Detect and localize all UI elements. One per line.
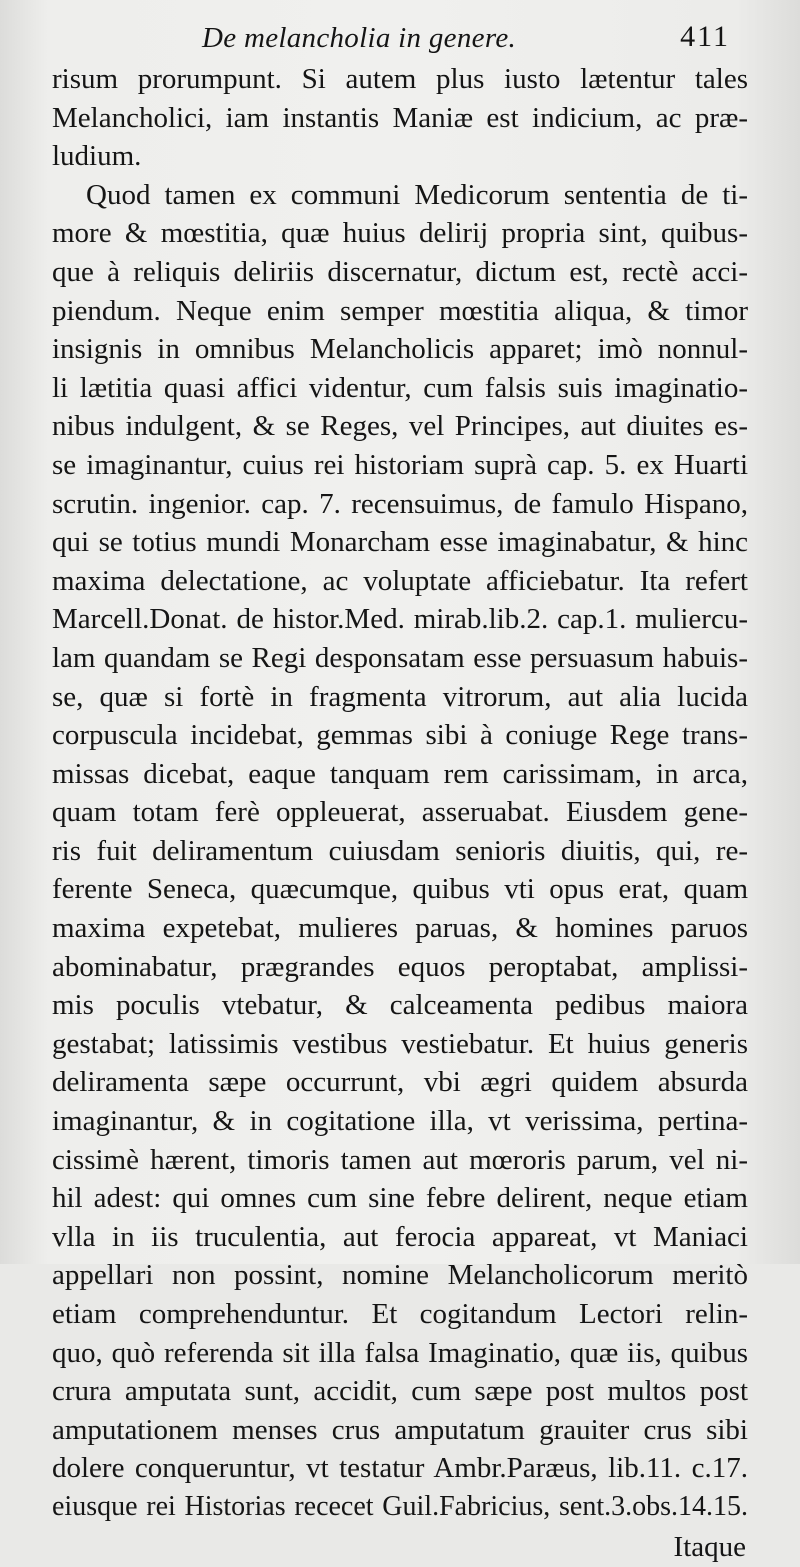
text-line: hil adest: qui omnes cum sine febre delirent, neque etiam (52, 1182, 748, 1215)
text-line: more & mœstitia, quæ huius delirij propria sint, quibus- (52, 217, 748, 250)
text-line: se imaginantur, cuius rei historiam suprà cap. 5. ex Huarti (52, 448, 748, 481)
text-line: insignis in omnibus Melancholicis apparet; imò nonnul- (52, 333, 748, 366)
text-line: cissimè hærent, timoris tamen aut mœroris parum, vel ni- (52, 1143, 748, 1176)
running-title: De melancholia in genere. (202, 22, 517, 54)
text-line: dolere conqueruntur, vt testatur Ambr.Paræus, lib.11. c.17. (52, 1452, 748, 1485)
text-line: ris fuit deliramentum cuiusdam senioris diuitis, qui, re- (52, 834, 748, 867)
text-line: ludium. (52, 140, 142, 173)
catchword: Itaque (673, 1530, 746, 1563)
text-line: Quod tamen ex communi Medicorum sententia de ti- (86, 178, 748, 211)
running-head (52, 14, 748, 60)
text-line: nibus indulgent, & se Reges, vel Principes, aut diuites es- (52, 410, 748, 443)
text-line: mis poculis vtebatur, & calceamenta pedibus maiora (52, 989, 748, 1022)
text-line: ferente Seneca, quæcumque, quibus vti opus erat, quam (52, 873, 748, 906)
text-line: lam quandam se Regi desponsatam esse persuasum habuis- (52, 641, 748, 674)
text-line: quo, quò referenda sit illa falsa Imaginatio, quæ iis, quibus (52, 1336, 748, 1369)
body-text (52, 60, 748, 1527)
text-line: se, quæ si fortè in fragmenta vitrorum, aut alia lucida (52, 680, 748, 713)
page-number: 411 (680, 20, 730, 53)
text-line: Marcell.Donat. de histor.Med. mirab.lib.2. cap.1. muliercu- (52, 603, 748, 636)
text-line: vlla in iis truculentia, aut ferocia appareat, vt Maniaci (52, 1220, 748, 1253)
text-line: que à reliquis deliriis discernatur, dictum est, rectè acci- (52, 255, 748, 288)
text-line: abominabatur, prægrandes equos peroptabat, amplissi- (52, 950, 748, 983)
text-line: corpuscula incidebat, gemmas sibi à coniuge Rege trans- (52, 719, 748, 752)
text-line: maxima delectatione, ac voluptate afficiebatur. Ita refert (52, 564, 748, 597)
text-line: eiusque rei Historias rececet Guil.Fabricius, sent.3.obs.14.15. (52, 1490, 748, 1522)
text-line: qui se totius mundi Monarcham esse imaginabatur, & hinc (52, 526, 748, 559)
text-line: Melancholici, iam instantis Maniæ est indicium, ac præ- (52, 101, 748, 134)
text-line: piendum. Neque enim semper mœstitia aliqua, & timor (52, 294, 748, 327)
text-line: appellari non possint, nomine Melancholicorum meritò (52, 1259, 748, 1292)
text-line: quam totam ferè oppleuerat, asseruabat. Eiusdem gene- (52, 796, 748, 829)
text-line: risum prorumpunt. Si autem plus iusto lætentur tales (52, 63, 748, 95)
text-line: missas dicebat, eaque tanquam rem carissimam, in arca, (52, 757, 748, 790)
text-line: amputationem menses crus amputatum grauiter crus sibi (52, 1413, 748, 1446)
text-line: imaginantur, & in cogitatione illa, vt verissima, pertina- (52, 1105, 748, 1138)
text-line: crura amputata sunt, accidit, cum sæpe post multos post (52, 1375, 748, 1408)
text-line: gestabat; latissimis vestibus vestiebatur. Et huius generis (52, 1027, 748, 1060)
text-line: scrutin. ingenior. cap. 7. recensuimus, de famulo Hispano, (52, 487, 748, 520)
text-line: etiam comprehenduntur. Et cogitandum Lectori relin- (52, 1298, 748, 1330)
text-line: li lætitia quasi affici videntur, cum falsis suis imaginatio- (52, 371, 748, 404)
text-line: deliramenta sæpe occurrunt, vbi ægri quidem absurda (52, 1066, 748, 1099)
text-line: maxima expetebat, mulieres paruas, & homines paruos (52, 912, 748, 945)
